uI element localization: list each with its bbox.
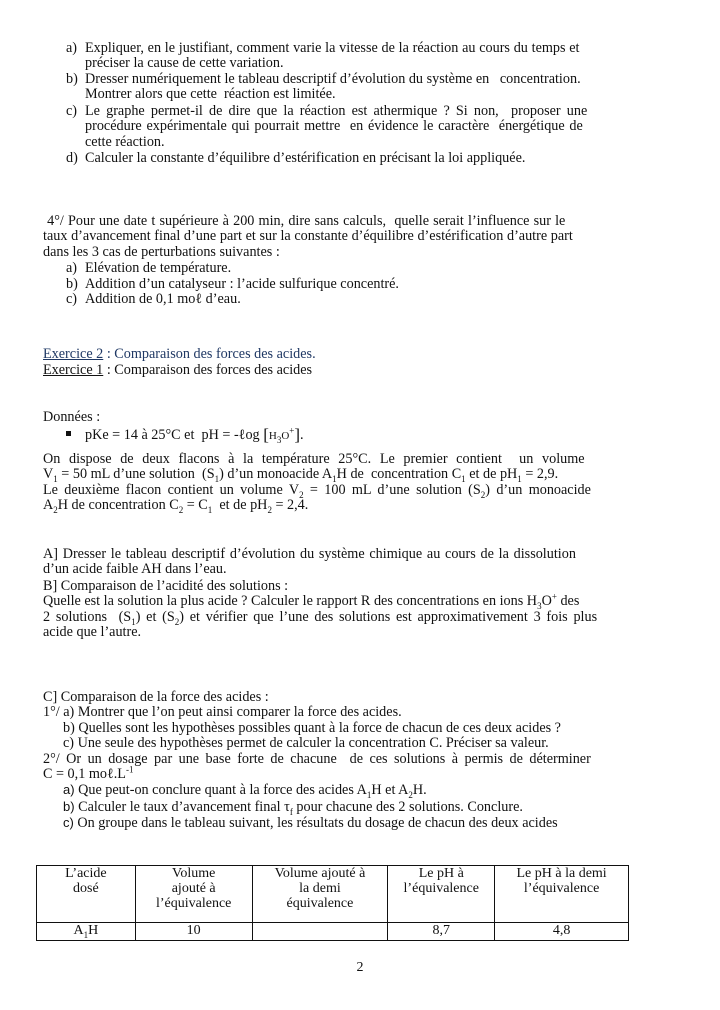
question-1b: b) Quelles sont les hypothèses possibles quant à la force de chacun de ces deux acides ?	[63, 719, 561, 736]
question-2c	[43, 815, 688, 831]
text-span: = C	[183, 497, 208, 514]
text-line	[43, 610, 688, 625]
subscript: 3	[537, 601, 542, 612]
text-span: = 50 mL d’une solution (S	[57, 466, 215, 483]
subscript: 2	[267, 505, 272, 516]
text-span: A	[43, 497, 54, 514]
text-line: On dispose de deux flacons à la température 25°C. Le premier contient un volume	[43, 451, 585, 467]
h3o-sub: 3	[276, 434, 282, 445]
h3o-h: H	[268, 430, 277, 442]
list-item-1d	[66, 151, 686, 166]
subscript: 1	[214, 474, 220, 485]
titration-results-table	[36, 865, 629, 941]
text-span: l’équivalence	[523, 881, 600, 896]
text-span: dosé	[73, 881, 99, 896]
part-a	[43, 547, 688, 578]
list-item-1a	[66, 41, 686, 72]
text-span: des	[556, 593, 580, 610]
text-span: équivalence	[286, 896, 354, 911]
table-header-row	[37, 866, 629, 923]
text-line: préciser la cause de cette variation.	[85, 55, 284, 72]
text-span: Le pH à la demi	[516, 866, 607, 881]
text-span: = 2,4.	[271, 497, 309, 514]
item-label: c)	[66, 291, 78, 307]
header-volume-half-equivalence	[252, 866, 388, 923]
text-span: pour chacune des 2 solutions. Conclure.	[292, 798, 523, 815]
part-b-title: B] Comparaison de l’acidité des solutions :	[43, 578, 289, 594]
part-c	[43, 690, 688, 832]
text-span: Le deuxième flacon contient un volume V	[43, 481, 300, 498]
subscript: 1	[332, 474, 337, 485]
exercise-2-heading	[43, 347, 316, 362]
text-line: Le graphe permet-il de dire que la réaction est athermique ? Si non, proposer une	[85, 103, 588, 119]
text-line: Montrer alors que cette réaction est limitée.	[85, 86, 336, 103]
question-2-line-2	[43, 764, 688, 783]
header-volume-equivalence	[135, 866, 252, 923]
question-4	[43, 214, 688, 260]
text-span: ) d’un monoacide	[485, 481, 591, 498]
donnees-bullet	[66, 427, 304, 444]
part-b	[43, 579, 688, 641]
text-span: ) et vérifier que l’une des solutions est approximativement 3 fois plus	[179, 608, 598, 625]
period: .	[300, 427, 304, 443]
text-line: Expliquer, en le justifiant, comment varie la vitesse de la réaction au cours du temps et	[85, 40, 580, 56]
question-2a	[43, 782, 688, 801]
page-number: 2	[356, 960, 364, 975]
list-item-4a	[66, 261, 666, 276]
text-span: H de concentration C	[57, 497, 179, 514]
subscript: 2	[299, 489, 304, 500]
bracket-open: [	[263, 425, 269, 444]
text-line: d’un acide faible AH dans l’eau.	[43, 561, 227, 578]
subscript: 2	[480, 489, 486, 500]
text-line: Calculer la constante d’équilibre d’estérification en précisant la loi appliquée.	[85, 150, 526, 166]
question-2-line-1: 2°/ Or un dosage par une base forte de chacune de ces solutions à permis de déterminer	[43, 750, 591, 767]
exercise-1-label: Exercice 1	[43, 362, 104, 378]
subscript: 1	[207, 505, 213, 516]
text-span: L’acide	[65, 866, 107, 881]
cell-volume-equivalence: 10	[135, 923, 252, 941]
item-text: Addition d’un catalyseur : l’acide sulfurique concentré.	[85, 276, 399, 292]
exercise-2-label: Exercice 2	[43, 346, 104, 362]
text-line	[43, 483, 688, 498]
text-span: H	[88, 923, 99, 938]
text-line: A] Dresser le tableau descriptif d’évolution du système chimique au cours de la dissolution	[43, 546, 576, 562]
item-label: c)	[66, 103, 78, 119]
text-span: a)	[63, 782, 75, 798]
subscript: 1	[366, 790, 372, 801]
item-label: d)	[66, 150, 78, 166]
cell-acid	[37, 923, 136, 941]
header-ph-equivalence	[388, 866, 495, 923]
subscript: 2	[408, 790, 413, 801]
h3o-sup: +	[289, 425, 295, 436]
question-1c: c) Une seule des hypothèses permet de calculer la concentration C. Préciser sa valeur.	[63, 735, 549, 752]
text-span: 2 solutions (S	[43, 608, 132, 625]
list-item-1c	[66, 104, 686, 150]
text-line: cette réaction.	[85, 133, 165, 150]
item-label: b)	[66, 276, 78, 292]
text-span: Volume ajouté à	[274, 866, 366, 881]
subscript: 2	[178, 505, 184, 516]
text-span: A	[73, 923, 84, 938]
cell-ph-equivalence: 8,7	[388, 923, 495, 941]
text-line: acide que l’autre.	[43, 624, 142, 641]
exercise-2-title: : Comparaison des forces des acides.	[103, 346, 316, 362]
text-span: Le pH à	[418, 866, 464, 881]
cell-volume-half-equivalence	[252, 923, 388, 941]
subscript: f	[289, 806, 293, 817]
exercise-1-heading	[43, 363, 312, 378]
subscript: 2	[174, 616, 180, 627]
list-item-1b	[66, 72, 686, 103]
text-span: Quelle est la solution la plus acide ? Calculer le rapport R des concentrations en ions H	[43, 593, 538, 610]
list-item-4c	[66, 292, 666, 307]
text-span: et de pH	[212, 497, 268, 514]
text-span: = 100 mL d’une solution (S	[303, 481, 481, 498]
text-span: ajouté à	[171, 881, 216, 896]
text-span: ) et (S	[135, 608, 175, 625]
header-ph-half-equivalence	[495, 866, 629, 923]
text-span: ) d’un monoacide A	[219, 466, 333, 483]
text-line	[43, 497, 688, 516]
text-span: H et A	[371, 782, 409, 799]
bullet-icon	[66, 431, 71, 436]
item-text: Addition de 0,1 moℓ d’eau.	[85, 291, 241, 307]
text-span: c)	[63, 815, 74, 831]
donnees-title: Données :	[43, 409, 101, 425]
text-span: On groupe dans le tableau suivant, les résultats du dosage de chacun des deux acides	[73, 815, 558, 832]
h3o-o: O	[281, 430, 290, 442]
subscript: 1	[461, 474, 466, 485]
text-span: H de concentration C	[336, 466, 462, 483]
text-line: procédure expérimentale qui pourrait mettre en évidence le caractère énergétique de	[85, 118, 583, 135]
text-span: l’équivalence	[403, 881, 479, 896]
question-1a: 1°/ a) Montrer que l’on peut ainsi comparer la force des acides.	[43, 704, 402, 721]
question-2b	[43, 799, 688, 815]
subscript: 1	[53, 474, 58, 485]
superscript: -1	[125, 764, 134, 775]
text-span: = 2,9.	[521, 466, 559, 483]
text-span: la demi	[299, 881, 341, 896]
superscript: +	[551, 591, 557, 602]
subscript: 1	[83, 929, 89, 940]
pke-text: pKe = 14 à 25°C et pH = -ℓog	[85, 427, 264, 443]
text-line: Dresser numériquement le tableau descriptif d’évolution du système en concentration.	[85, 71, 581, 87]
text-span: V	[43, 466, 54, 483]
text-span: C = 0,1 moℓ.L	[43, 766, 126, 783]
text-span: Volume	[172, 866, 216, 881]
text-span: l’équivalence	[155, 896, 232, 911]
item-label: a)	[66, 260, 78, 276]
text-span: H.	[412, 782, 427, 799]
text-span: Que peut-on conclure quant à la force des acides A	[74, 782, 367, 799]
cell-ph-half-equivalence: 4,8	[495, 923, 629, 941]
text-span: O	[541, 593, 552, 610]
subscript: 1	[131, 616, 136, 627]
intro-paragraph	[43, 452, 688, 514]
text-line	[43, 591, 688, 612]
header-acid	[37, 866, 136, 923]
item-label: a)	[66, 40, 78, 56]
subscript: 1	[517, 474, 522, 485]
text-span: et de pH	[465, 466, 518, 483]
table-row	[37, 923, 629, 941]
exercise-1-title: : Comparaison des forces des acides	[103, 362, 313, 378]
text-span: Calculer le taux d’avancement final τ	[74, 798, 290, 815]
part-c-title: C] Comparaison de la force des acides :	[43, 689, 269, 705]
bracket-close: ]	[294, 425, 301, 444]
item-text: Elévation de température.	[85, 260, 232, 276]
text-line: taux d’avancement final d’une part et sur la constante d’équilibre d’estérification d’autre part	[43, 228, 573, 245]
text-line: dans les 3 cas de perturbations suivantes :	[43, 243, 280, 260]
item-label: b)	[66, 71, 78, 87]
text-line: 4°/ Pour une date t supérieure à 200 min, dire sans calculs, quelle serait l’influence sur le	[43, 213, 566, 229]
text-span: b)	[63, 798, 75, 814]
text-line	[43, 466, 688, 485]
subscript: 2	[53, 505, 58, 516]
